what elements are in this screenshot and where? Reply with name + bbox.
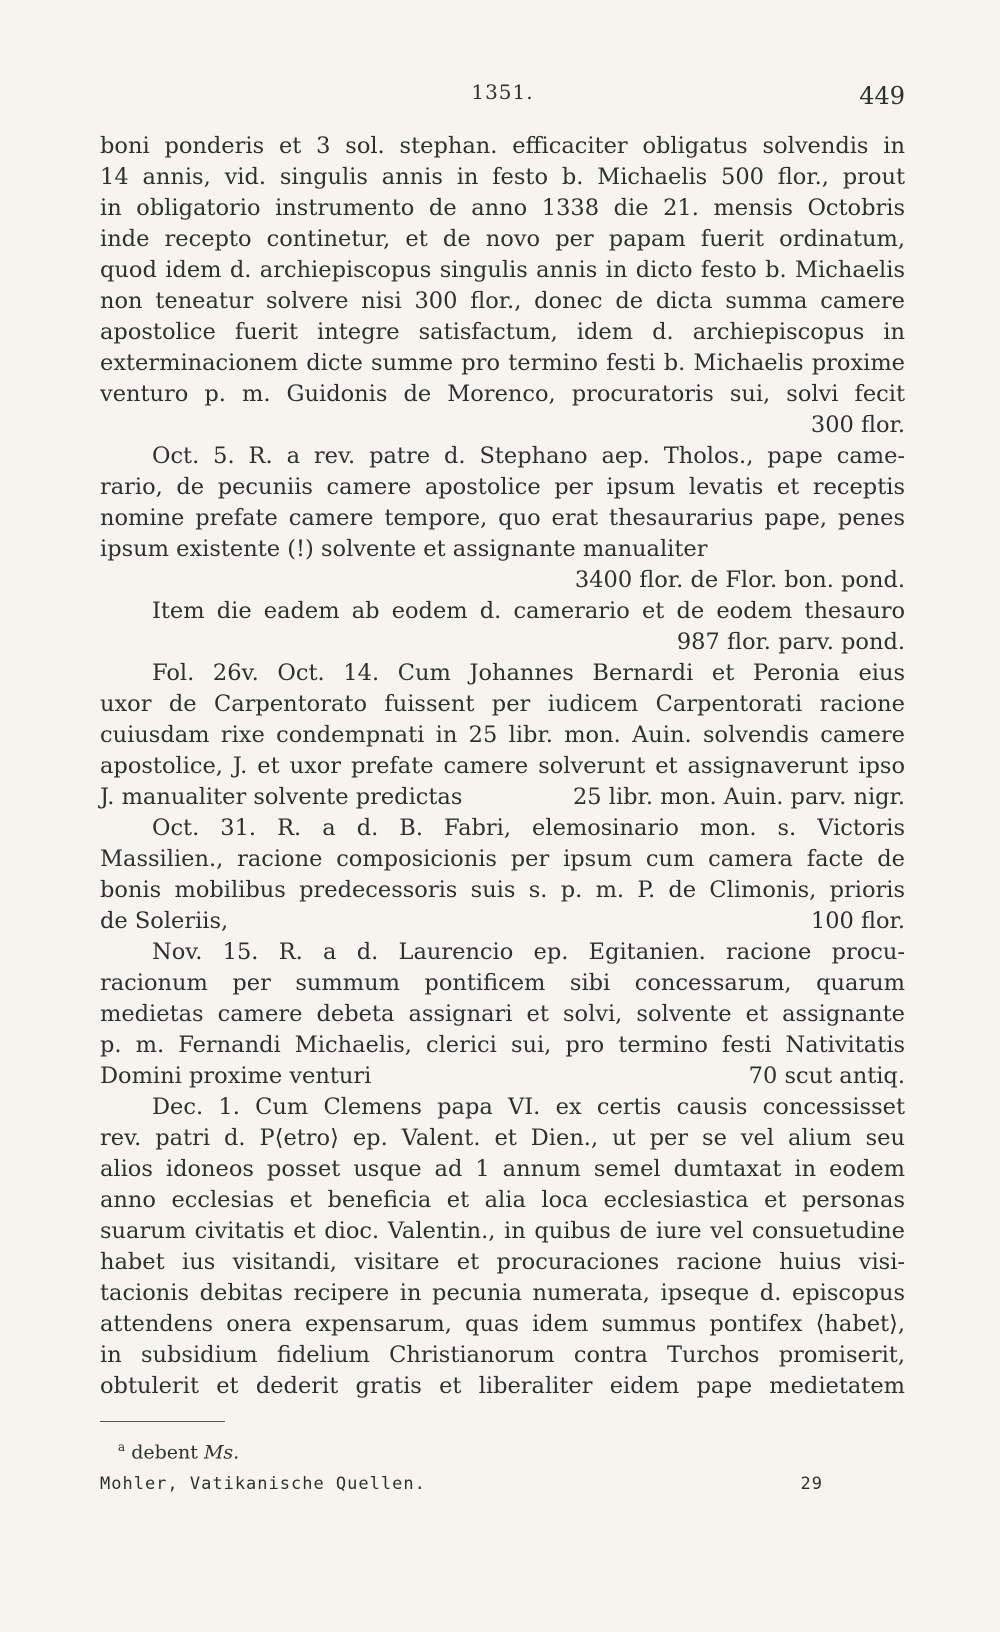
- entry-start-line: Oct. 5. R. a rev. patre d. Stephano aep. Tholos., pape came-: [152, 443, 905, 469]
- text-line: 14 annis, vid. singulis annis in festo b. Michaelis 500 flor., prout: [100, 164, 905, 190]
- amount-line: 3400 flor. de Flor. bon. pond.: [574, 567, 905, 593]
- entry-start-line: Oct. 31. R. a d. B. Fabri, elemosinario mon. s. Victoris: [152, 815, 905, 841]
- split-line: [100, 782, 905, 813]
- text-line: tacionis debitas recipere in pecunia numerata, ipseque d. episcopus: [100, 1280, 905, 1306]
- text-line: alios idoneos posset usque ad 1 annum semel dumtaxat in eodem: [100, 1156, 905, 1182]
- text-segment: de Soleriis,: [100, 908, 229, 934]
- text-line: medietas camere debeta assignari et solvi, solvente et assignante: [100, 1001, 905, 1027]
- running-year: 1351.: [471, 80, 534, 104]
- text-line: rev. patri d. P⟨etro⟩ ep. Valent. et Dien., ut per se vel alium seu: [100, 1125, 905, 1151]
- amount-line: 987 flor. parv. pond.: [676, 629, 905, 655]
- footnote: [118, 1440, 239, 1463]
- entry-start-line: Item die eadem ab eodem d. camerario et de eodem thesauro: [152, 598, 905, 624]
- text-line: in subsidium fidelium Christianorum contra Turchos promiserit,: [100, 1342, 905, 1368]
- amount-line: 300 flor.: [810, 412, 905, 438]
- page-header: [100, 80, 905, 114]
- body-text: [100, 131, 905, 1402]
- text-line: non teneatur solvere nisi 300 flor., donec de dicta summa camere: [100, 288, 905, 314]
- text-line: ipsum existente (!) solvente et assignante manualiter: [100, 536, 708, 562]
- amount-segment: 70 scut antiq.: [748, 1063, 905, 1089]
- text-line: habet ius visitandi, visitare et procuraciones racione huius visi-: [100, 1249, 905, 1275]
- entry-start-line: Nov. 15. R. a d. Laurencio ep. Egitanien. racione procu-: [152, 939, 905, 965]
- text-line: Massilien., racione composicionis per ipsum cum camera facte de: [100, 846, 905, 872]
- entry-start-line: Dec. 1. Cum Clemens papa VI. ex certis causis concessisset: [152, 1094, 905, 1120]
- split-line: [100, 906, 905, 937]
- text-line: p. m. Fernandi Michaelis, clerici sui, pro termino festi Nativitatis: [100, 1032, 905, 1058]
- footnote-divider: [100, 1421, 225, 1422]
- text-line: in obligatorio instrumento de anno 1338 die 21. mensis Octobris: [100, 195, 905, 221]
- text-line: boni ponderis et 3 sol. stephan. efficaciter obligatus solvendis in: [100, 133, 905, 159]
- footer-source-title: Mohler, Vatikanische Quellen.: [100, 1474, 426, 1494]
- text-line: exterminacionem dicte summe pro termino festi b. Michaelis proxime: [100, 350, 905, 376]
- amount-segment: 100 flor.: [810, 908, 905, 934]
- text-line: apostolice, J. et uxor prefate camere solverunt et assignaverunt ipso: [100, 753, 905, 779]
- text-line: attendens onera expensarum, quas idem summus pontifex ⟨habet⟩,: [100, 1311, 905, 1337]
- text-line: inde recepto continetur, et de novo per papam fuerit ordinatum,: [100, 226, 905, 252]
- text-line: rario, de pecuniis camere apostolice per ipsum levatis et receptis: [100, 474, 905, 500]
- footnote-text: debent: [131, 1441, 198, 1464]
- footnote-marker: a: [118, 1440, 126, 1454]
- text-segment: Domini proxime venturi: [100, 1063, 372, 1089]
- text-line: anno ecclesias et beneficia et alia loca ecclesiastica et personas: [100, 1187, 905, 1213]
- text-line: obtulerit et dederit gratis et liberaliter eidem pape medietatem: [100, 1373, 905, 1399]
- signature-number: 29: [800, 1474, 823, 1494]
- text-line: racionum per summum pontificem sibi concessarum, quarum: [100, 970, 905, 996]
- text-line: quod idem d. archiepiscopus singulis annis in dicto festo b. Michaelis: [100, 257, 905, 283]
- amount-segment: 25 libr. mon. Auin. parv. nigr.: [572, 784, 905, 810]
- text-line: bonis mobilibus predecessoris suis s. p. m. P. de Climonis, prioris: [100, 877, 905, 903]
- text-line: suarum civitatis et dioc. Valentin., in quibus de iure vel consuetudine: [100, 1218, 905, 1244]
- text-line: venturo p. m. Guidonis de Morenco, procuratoris sui, solvi fecit: [100, 381, 905, 407]
- page-number: 449: [859, 82, 905, 110]
- entry-start-line: Fol. 26v. Oct. 14. Cum Johannes Bernardi et Peronia eius: [152, 660, 905, 686]
- text-segment: J. manualiter solvente predictas: [100, 784, 463, 810]
- text-line: apostolice fuerit integre satisfactum, idem d. archiepiscopus in: [100, 319, 905, 345]
- split-line: [100, 1061, 905, 1092]
- text-line: uxor de Carpentorato fuissent per iudicem Carpentorati racione: [100, 691, 905, 717]
- text-line: cuiusdam rixe condempnati in 25 libr. mon. Auin. solvendis camere: [100, 722, 905, 748]
- footnote-source: Ms.: [203, 1441, 240, 1464]
- text-line: nomine prefate camere tempore, quo erat thesaurarius pape, penes: [100, 505, 905, 531]
